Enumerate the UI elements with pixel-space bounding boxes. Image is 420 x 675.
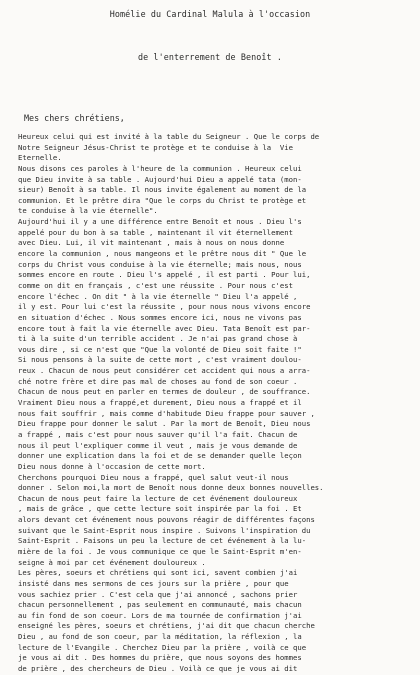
body-line: encore tout à fait la vie éternelle avec Dieu. Tata Benoît est par- [18, 323, 311, 333]
body-line: que Dieu invite à sa table . Aujourd'hui Dieu a appelé tata (mon- [18, 174, 302, 184]
body-line: sommes encore en route . Dieu l's appelé , il est parti . Pour lui, [18, 270, 311, 280]
body-line: vous sachiez prier . C'est cela que j'ai annoncé , sachons prier [18, 589, 298, 599]
body-line: Cherchons pourquoi Dieu nous a frappé, quel salut veut-il nous [18, 472, 289, 482]
body-line: chacun personnellement , pas seulement en communauté, mais chacun [18, 600, 302, 610]
body-line: ché notre frère et dire pas mal de choses au fond de son coeur . [18, 376, 298, 386]
body-line: il y est. Pour lui c'est la réussite , pour nous nous vivons encore [18, 302, 311, 312]
body-line: Heureux celui qui est invité à la table du Seigneur . Que le corps de [18, 132, 320, 141]
body-line: appelé pour du bon à sa table , maintenant il vit éternellement [18, 227, 293, 237]
body-line: avec Dieu. Lui, il vit maintenant , mais à nous on nous donne [18, 238, 285, 248]
body-line: corps du Christ vous conduise à la vie éternelle; mais nous, nous [18, 259, 302, 269]
body-line: enseigné les pères, soeurs et chrétiens, j'ai dit que chacun cherche [18, 621, 315, 631]
salutation: Mes chers chrétiens, [24, 113, 125, 123]
body-line: reux . Chacun de nous peut considérer cet accident qui nous a arra- [18, 366, 311, 376]
body-line: , mais de grâce , que cette lecture soit inspirée par la foi . Et [18, 504, 302, 514]
body-line: a frappé , mais c'est pour nous sauver qu'il l'a fait. Chacun de [18, 429, 298, 439]
body-line: suivant que le Saint-Esprit nous inspire . Suivons l'inspiration du [18, 525, 311, 535]
body-line: donner une explication dans la foi et de se demander quelle leçon [18, 451, 302, 461]
body-line: encore la communion , nous mangeons et le prêtre nous dit " Que le [18, 249, 307, 259]
body-line: de prière , des chercheurs de Dieu . Voilà ce que je vous ai dit [18, 664, 298, 674]
title-line-1: Homélie du Cardinal Malula à l'occasion [109, 9, 311, 19]
body-line: alors devant cet événement nous pouvons réagir de différentes façons [18, 515, 315, 525]
body-line: Dieu , au fond de son coeur, par la méditation, la réflexion , la [18, 632, 302, 642]
body-line: ti à la suite d'un terrible accident . Je n'ai pas grand chose à [18, 334, 298, 344]
body-line: Aujourd'hui il y a une différence entre Benoît et nous . Dieu l's [18, 217, 302, 227]
body-line: Notre Seigneur Jésus-Christ te protège et te conduise à la Vie [18, 142, 293, 152]
body-line: nous il peut l'expliquer comme il veut , mais je vous demande de [18, 440, 298, 450]
body-line: sieur) Benoît à sa table. Il nous invite également au moment de la [18, 185, 307, 195]
body-line: Vraiment Dieu nous a frappé,et durement, Dieu nous a frappé et il [18, 398, 302, 408]
body-line: Chacun de nous peut faire la lecture de cet événement douloureux [18, 493, 298, 503]
body-line: mière de la foi . Je vous communique ce que le Saint-Esprit m'en- [18, 546, 302, 556]
body-line: vous dire , si ce n'est que "Que la volonté de Dieu soit faite !" [18, 344, 302, 354]
body-line: comme on dit en français , c'est une réussite . Pour nous c'est [18, 280, 293, 290]
body-line: donner . Selon moi,la mort de Benoît nous donne deux bonnes nouvelles. [18, 483, 324, 493]
body-line: au fin fond de son coeur. Lors de ma tournée de confirmation j'ai [18, 610, 302, 620]
body-line: Dieu frappe pour donner le salut . Par la mort de Benoît, Dieu nous [18, 419, 311, 429]
body-line: te conduise à la vie éternelle". [18, 206, 158, 216]
body-line: insisté dans mes sermons de ces jours sur la prière , pour que [18, 578, 289, 588]
title-line-2: de l'enterrement de Benoît . [138, 52, 282, 62]
body-line: en situation d'échec . Nous sommes encore ici, nous ne vivons pas [18, 312, 302, 322]
body-line: Nous disons ces paroles à l'heure de la communion . Heureux celui [18, 163, 302, 173]
body-line: je vous ai dit . Des hommes du prière, que nous soyons des hommes [18, 653, 302, 663]
body-line: nous fait souffrir , mais comme d'habitude Dieu frappe pour sauver , [18, 408, 315, 418]
body-line: Saint-Esprit . Faisons un peu la lecture de cet événement à la lu- [18, 536, 307, 546]
body-line: encore l'échec . On dit " à la vie éternelle " Dieu l'a appelé , [18, 291, 298, 301]
body-line: lecture de l'Evangile . Cherchez Dieu par la prière , voilà ce que [18, 642, 307, 652]
body-line: Eternelle. [18, 153, 62, 163]
body-line: Les pères, soeurs et chrétiens qui sont ici, savent combien j'ai [18, 568, 298, 578]
body-line: seigne à moi par cet événement douloureux . [18, 557, 206, 567]
body-text [18, 132, 414, 675]
body-line: Si nous pensons à la suite de cette mort , c'est vraiment doulou- [18, 355, 302, 365]
body-line: Chacun de nous peut en parler en termes de douleur , de souffrance. [18, 387, 311, 397]
body-line: communion. Et le prêtre dira "Que le corps du Christ te protège et [18, 195, 307, 205]
body-line: Dieu nous donne à l'occasion de cette mort. [18, 461, 206, 471]
